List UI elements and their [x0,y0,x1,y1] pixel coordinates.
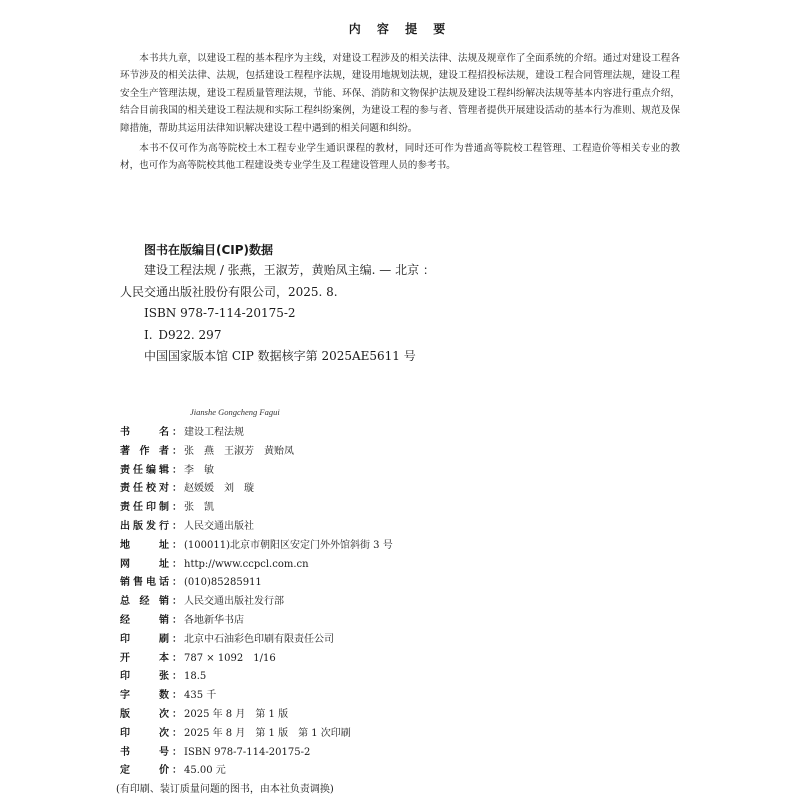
info-row [120,687,680,706]
info-label: 总 经 销： [120,596,182,608]
info-label: 经 销： [120,614,182,626]
info-row [120,744,680,763]
info-label: 著 作 者： [120,445,182,457]
summary-paragraph: 本书不仅可作为高等院校土木工程专业学生通识课程的教材，同时还可作为普通高等院校工程管理、工程造价等相关专业的教材，也可作为高等院校其他工程建设类专业学生及工程建设管理人员的参考书。 [120,143,680,172]
info-value: (010)85285911 [184,577,262,589]
info-row [120,518,680,537]
content-summary [120,50,680,178]
cip-class-number: D922. 297 [158,327,222,342]
info-label: 书 号： [120,746,182,758]
cip-isbn: ISBN 978-7-114-20175-2 [144,306,296,320]
info-value: 张 燕 王淑芳 黄贻凤 [184,445,294,457]
info-label: 版 次： [120,708,182,720]
info-value: 张 凯 [184,502,214,514]
cip-record-number: 中国国家版本馆 CIP 数据核字第 2025AE5611 号 [144,349,416,363]
info-label: 责任编辑： [120,464,182,476]
info-row [120,762,680,781]
info-row [120,593,680,612]
info-row [120,537,680,556]
info-label: 销售电话： [120,577,182,589]
info-value: 2025 年 8 月 第 1 版 第 1 次印刷 [184,727,351,739]
info-row [120,499,680,518]
info-label: 书 名： [120,427,182,438]
info-label: 地 址： [120,539,182,551]
info-label: 网 址： [120,558,182,570]
info-label: 字 数： [120,690,182,702]
info-value: 2025 年 8 月 第 1 版 [184,708,289,720]
info-row [120,443,680,462]
info-value: 各地新华书店 [184,614,244,626]
info-row [120,650,680,669]
info-label: 印 刷： [120,633,182,645]
info-value: 18.5 [184,671,207,683]
info-value: 北京中石油彩色印刷有限责任公司 [184,633,334,645]
info-value: 建设工程法规 [184,427,244,438]
info-label: 责任印制： [120,502,182,514]
info-row [120,574,680,593]
info-value: ISBN 978-7-114-20175-2 [184,746,311,758]
info-value: 赵媛媛 刘 璇 [184,483,254,495]
info-label: 印 张： [120,671,182,683]
info-label: 责任校对： [120,483,182,495]
info-value: 人民交通出版社 [184,520,254,532]
info-row [120,668,680,687]
info-row [120,706,680,725]
publication-info [116,424,680,800]
info-value: (100011)北京市朝阳区安定门外外馆斜街 3 号 [184,539,393,551]
info-value: 435 千 [184,690,217,702]
info-row [120,424,680,443]
info-value: 李 敏 [184,464,214,476]
info-label: 出版发行： [120,520,182,532]
cip-data-block [120,240,680,368]
pinyin-title: Jianshe Gongcheng Fagui [190,407,280,417]
cip-heading: 图书在版编目(CIP)数据 [144,243,274,257]
info-row [120,462,680,481]
info-value: http://www.ccpcl.com.cn [184,558,309,570]
info-value: 787 × 1092 1/16 [184,652,276,664]
info-label: 定 价： [120,765,182,777]
info-value: 人民交通出版社发行部 [184,596,284,608]
summary-paragraph: 本书共九章，以建设工程的基本程序为主线，对建设工程涉及的相关法律、法规及规章作了全面系统的介绍。通过对建设工程各环节涉及的相关法律、法规，包括建设工程程序法规，建设用地规划法规，建设工程招投标法规，建设工程合同管理法规，建设工程安全生产管理法规，建设工程质量管理法规，节能、环保、消防和文物保护法规及建设工程纠纷解决法规等基本内容进行重点介绍，结合目前我国的相关建设工程法规和实际工程纠纷案例，为建设工程的参与者、管理者提供开展建设活动的基本行为准则、规范及保障措施，帮助其运用法律知识解决建设工程中遇到的相关问题和纠纷。 [120,53,680,134]
info-label: 开 本： [120,652,182,664]
cip-roman-numeral: Ⅰ. [144,327,153,342]
info-row [120,556,680,575]
cip-publisher-line: 人民交通出版社股份有限公司，2025. 8. [120,284,338,299]
quality-note: (有印刷、装订质量问题的图书，由本社负责调换) [116,784,334,796]
page-title: 内 容 提 要 [348,22,452,36]
cip-classification [120,325,680,347]
info-row [120,480,680,499]
cip-title-line: 建设工程法规 / 张燕，王淑芳，黄贻凤主编. — 北京 ： [144,263,435,277]
info-value: 45.00 元 [184,765,226,777]
info-label: 印 次： [120,727,182,739]
info-row [120,612,680,631]
info-row [120,631,680,650]
info-row [120,725,680,744]
